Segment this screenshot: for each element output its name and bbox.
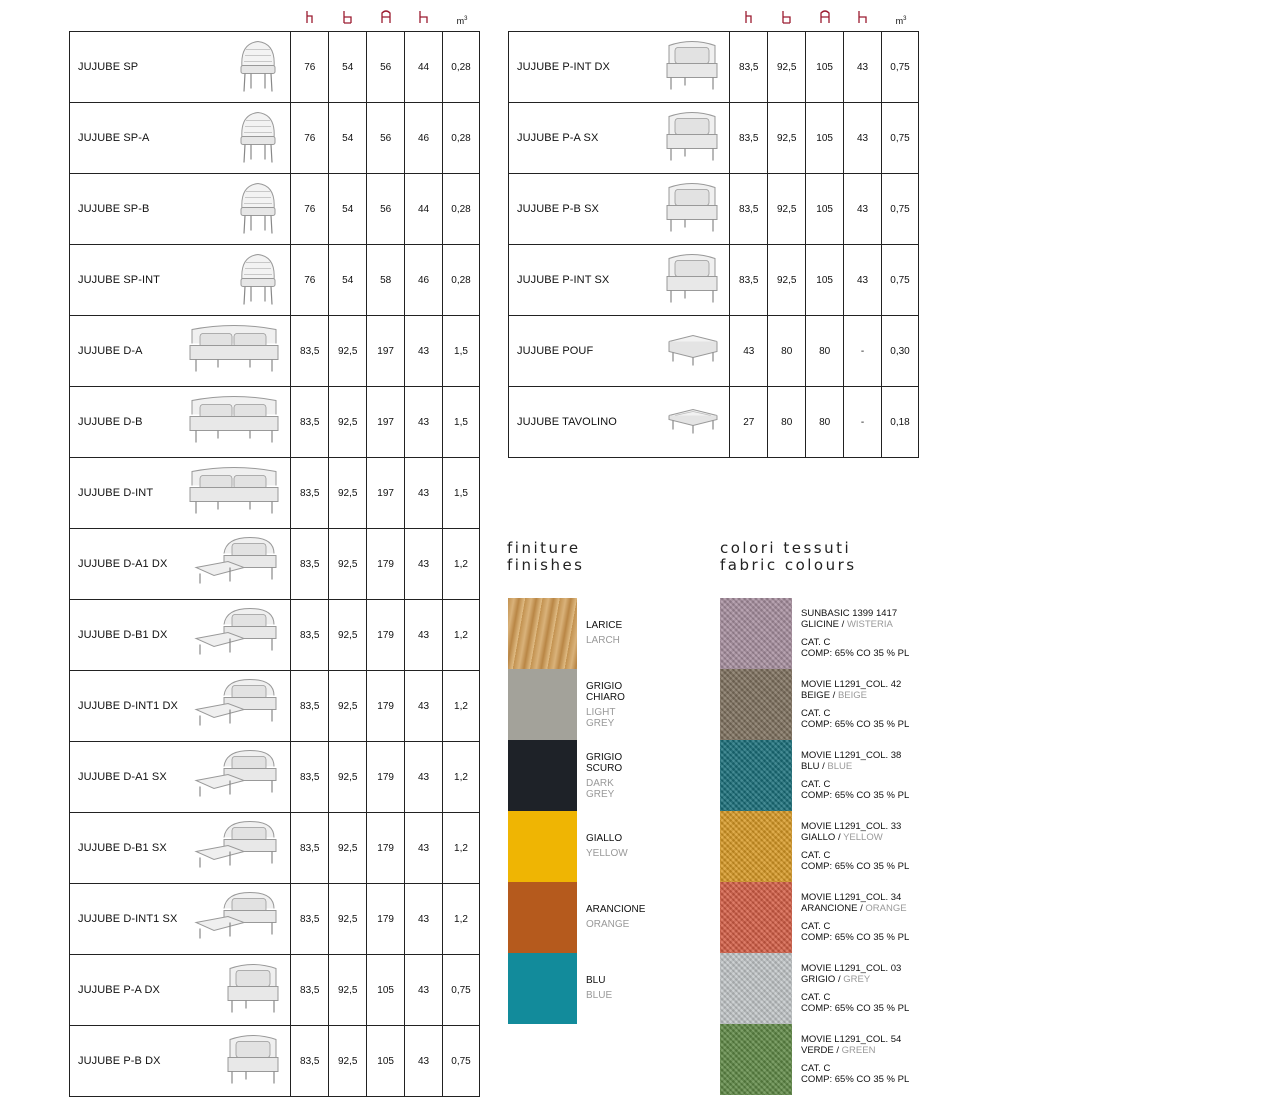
product-image <box>194 747 280 808</box>
width-value: 197 <box>367 387 405 458</box>
table-row <box>70 529 480 600</box>
depth-value: 54 <box>329 103 367 174</box>
product-name: JUJUBE D-A1 DX <box>78 558 168 570</box>
table-row <box>70 174 480 245</box>
finish-swatch <box>508 740 577 811</box>
finish-swatch <box>508 669 577 740</box>
depth-value: 92,5 <box>329 529 367 600</box>
fabric-composition: COMP: 65% CO 35 % PL <box>801 1074 910 1085</box>
volume-value: 0,28 <box>443 174 480 245</box>
volume-value: 1,2 <box>443 742 480 813</box>
height-value: 83,5 <box>291 813 329 884</box>
fabric-color-name: GIALLO / YELLOW <box>801 832 883 843</box>
volume-value: 1,2 <box>443 671 480 742</box>
height-value: 76 <box>291 103 329 174</box>
width-value: 179 <box>367 742 405 813</box>
depth-value: 80 <box>768 316 806 387</box>
product-cell <box>509 387 730 458</box>
volume-value: 1,2 <box>443 813 480 884</box>
product-name: JUJUBE POUF <box>517 345 594 357</box>
product-image <box>667 332 719 371</box>
depth-value: 92,5 <box>329 600 367 671</box>
seat-height-value: 43 <box>405 529 443 600</box>
product-cell <box>70 32 291 103</box>
product-name: JUJUBE P-INT DX <box>517 61 610 73</box>
table-row <box>509 245 919 316</box>
finish-swatch <box>508 598 577 669</box>
width-value: 179 <box>367 671 405 742</box>
height-value: 83,5 <box>291 884 329 955</box>
product-image <box>236 109 280 168</box>
depth-value: 92,5 <box>329 955 367 1026</box>
fabrics-title-it: colori tessuti <box>720 539 852 557</box>
product-name: JUJUBE SP-INT <box>78 274 160 286</box>
product-cell <box>70 174 291 245</box>
fabric-name-en: BLUE <box>827 761 853 772</box>
volume-value: 0,75 <box>443 1026 480 1097</box>
product-image <box>665 251 719 310</box>
table-row <box>70 813 480 884</box>
width-value: 105 <box>367 1026 405 1097</box>
right-table-header <box>730 10 920 30</box>
fabric-category: CAT. C <box>801 1063 831 1074</box>
product-image <box>226 961 280 1020</box>
height-value: 83,5 <box>291 671 329 742</box>
width-value: 179 <box>367 600 405 671</box>
height-icon <box>730 10 768 29</box>
width-value: 179 <box>367 884 405 955</box>
volume-value: 0,28 <box>443 245 480 316</box>
seat-height-value: 44 <box>405 174 443 245</box>
width-value: 105 <box>806 103 844 174</box>
width-value: 105 <box>367 955 405 1026</box>
product-image <box>236 251 280 310</box>
width-value: 197 <box>367 458 405 529</box>
product-name: JUJUBE D-B <box>78 416 143 428</box>
seat-height-value: 43 <box>405 458 443 529</box>
product-name: JUJUBE SP <box>78 61 139 73</box>
seat-height-value: 43 <box>844 32 882 103</box>
table-row <box>509 103 919 174</box>
finish-swatch <box>508 882 577 953</box>
right-spec-table <box>508 31 919 458</box>
product-name: JUJUBE D-INT1 SX <box>78 913 178 925</box>
height-value: 83,5 <box>291 955 329 1026</box>
height-value: 76 <box>291 245 329 316</box>
seat-height-icon <box>844 10 882 29</box>
product-cell <box>70 884 291 955</box>
fabric-color-name: VERDE / GREEN <box>801 1045 876 1056</box>
table-row <box>70 671 480 742</box>
finish-label <box>586 833 666 859</box>
product-cell <box>70 387 291 458</box>
product-cell <box>70 529 291 600</box>
fabric-swatch <box>720 811 792 882</box>
depth-value: 92,5 <box>329 884 367 955</box>
product-name: JUJUBE P-B DX <box>78 1055 161 1067</box>
volume-unit: $m^3$ <box>895 16 907 26</box>
fabric-composition: COMP: 65% CO 35 % PL <box>801 1003 910 1014</box>
seat-height-icon <box>405 10 443 29</box>
fabric-swatch <box>720 740 792 811</box>
depth-icon <box>329 10 367 29</box>
fabric-code: MOVIE L1291_COL. 42 <box>801 679 902 690</box>
product-cell <box>509 245 730 316</box>
finishes-title <box>507 540 585 574</box>
height-value: 83,5 <box>730 174 768 245</box>
finish-label <box>586 681 666 729</box>
product-cell <box>70 671 291 742</box>
width-value: 56 <box>367 174 405 245</box>
fabric-name-it: BLU <box>801 761 820 772</box>
volume-value: 1,2 <box>443 884 480 955</box>
fabric-label <box>801 892 941 943</box>
volume-value: 0,75 <box>882 245 919 316</box>
product-cell <box>509 103 730 174</box>
seat-height-value: 46 <box>405 245 443 316</box>
product-image <box>194 676 280 737</box>
depth-icon <box>768 10 806 29</box>
height-value: 83,5 <box>291 1026 329 1097</box>
product-cell <box>509 32 730 103</box>
fabric-name-it: GLICINE <box>801 619 840 630</box>
volume-unit: $m^3$ <box>456 16 468 26</box>
height-value: 83,5 <box>291 458 329 529</box>
table-row <box>70 742 480 813</box>
fabric-name-it: BEIGE <box>801 690 831 701</box>
table-row <box>70 103 480 174</box>
volume-value: 0,75 <box>882 103 919 174</box>
finish-label <box>586 752 666 800</box>
table-row <box>70 245 480 316</box>
finish-name-en: LIGHT GREY <box>586 707 616 729</box>
seat-height-value: 43 <box>405 1026 443 1097</box>
height-value: 83,5 <box>291 529 329 600</box>
width-value: 56 <box>367 32 405 103</box>
finish-name-en: ORANGE <box>586 919 630 930</box>
seat-height-value: 43 <box>405 316 443 387</box>
volume-value: 0,28 <box>443 32 480 103</box>
depth-value: 92,5 <box>329 316 367 387</box>
product-cell <box>70 458 291 529</box>
seat-height-value: 43 <box>405 671 443 742</box>
table-row <box>70 458 480 529</box>
seat-height-value: 46 <box>405 103 443 174</box>
product-name: JUJUBE D-A1 SX <box>78 771 167 783</box>
product-cell <box>509 174 730 245</box>
fabric-label <box>801 608 941 659</box>
fabric-label <box>801 1034 941 1085</box>
fabric-swatch <box>720 598 792 669</box>
depth-value: 54 <box>329 245 367 316</box>
seat-height-value: 43 <box>405 884 443 955</box>
product-name: JUJUBE P-A SX <box>517 132 599 144</box>
width-value: 80 <box>806 316 844 387</box>
product-image <box>665 38 719 97</box>
depth-value: 92,5 <box>329 742 367 813</box>
product-name: JUJUBE P-B SX <box>517 203 599 215</box>
width-icon <box>806 10 844 29</box>
product-image <box>188 464 280 523</box>
fabric-name-en: BEIGE <box>837 690 868 701</box>
width-value: 105 <box>806 32 844 103</box>
product-name: JUJUBE TAVOLINO <box>517 416 617 428</box>
volume-value: 1,5 <box>443 458 480 529</box>
finishes-title-it: finiture <box>507 539 581 557</box>
depth-value: 92,5 <box>329 671 367 742</box>
product-cell <box>509 316 730 387</box>
height-value: 83,5 <box>291 742 329 813</box>
fabric-swatch <box>720 1024 792 1095</box>
fabric-composition: COMP: 65% CO 35 % PL <box>801 861 910 872</box>
product-image <box>194 534 280 595</box>
fabric-name-en: WISTERIA <box>846 619 893 630</box>
product-cell <box>70 813 291 884</box>
fabric-color-name: BLU / BLUE <box>801 761 853 772</box>
finish-swatch <box>508 811 577 882</box>
product-image <box>188 322 280 381</box>
product-image <box>236 180 280 239</box>
height-value: 27 <box>730 387 768 458</box>
product-name: JUJUBE D-B1 SX <box>78 842 167 854</box>
volume-value: 0,75 <box>443 955 480 1026</box>
product-cell <box>70 955 291 1026</box>
fabric-name-en: YELLOW <box>843 832 883 843</box>
depth-value: 92,5 <box>329 1026 367 1097</box>
fabric-code: MOVIE L1291_COL. 03 <box>801 963 902 974</box>
seat-height-value: 44 <box>405 32 443 103</box>
finish-name-en: YELLOW <box>586 848 628 859</box>
height-value: 43 <box>730 316 768 387</box>
width-icon <box>367 10 405 29</box>
seat-height-value: 43 <box>405 387 443 458</box>
product-image <box>188 393 280 452</box>
seat-height-value: 43 <box>844 245 882 316</box>
product-image <box>194 818 280 879</box>
product-name: JUJUBE SP-A <box>78 132 150 144</box>
volume-value: 1,5 <box>443 387 480 458</box>
seat-height-value: - <box>844 316 882 387</box>
product-name: JUJUBE P-INT SX <box>517 274 610 286</box>
fabric-name-it: VERDE <box>801 1045 834 1056</box>
table-row <box>70 387 480 458</box>
table-row <box>70 955 480 1026</box>
volume-value: 0,30 <box>882 316 919 387</box>
depth-value: 54 <box>329 32 367 103</box>
product-image <box>194 605 280 666</box>
table-row <box>70 600 480 671</box>
fabrics-title-en: fabric colours <box>720 556 857 574</box>
seat-height-value: 43 <box>405 813 443 884</box>
table-row <box>70 884 480 955</box>
volume-value: 1,5 <box>443 316 480 387</box>
finish-label <box>586 975 666 1001</box>
product-name: JUJUBE SP-B <box>78 203 150 215</box>
fabric-category: CAT. C <box>801 708 831 719</box>
fabric-composition: COMP: 65% CO 35 % PL <box>801 648 910 659</box>
product-image <box>226 1032 280 1091</box>
height-icon <box>291 10 329 29</box>
finish-name-it: GIALLO <box>586 833 623 844</box>
height-value: 76 <box>291 32 329 103</box>
product-cell <box>70 316 291 387</box>
fabric-name-it: ARANCIONE <box>801 903 858 914</box>
fabric-name-en: GREY <box>843 974 871 985</box>
fabric-label <box>801 963 941 1014</box>
product-image <box>236 38 280 97</box>
depth-value: 54 <box>329 174 367 245</box>
seat-height-value: - <box>844 387 882 458</box>
product-image <box>194 889 280 950</box>
fabric-category: CAT. C <box>801 779 831 790</box>
width-value: 80 <box>806 387 844 458</box>
fabric-label <box>801 750 941 801</box>
volume-value: 1,2 <box>443 600 480 671</box>
volume-value: 0,28 <box>443 103 480 174</box>
table-row <box>509 387 919 458</box>
width-value: 197 <box>367 316 405 387</box>
fabric-category: CAT. C <box>801 992 831 1003</box>
fabric-color-name: BEIGE / BEIGE <box>801 690 868 701</box>
depth-value: 92,5 <box>329 387 367 458</box>
finish-name-it: BLU <box>586 975 606 986</box>
fabric-label <box>801 821 941 872</box>
table-row <box>509 174 919 245</box>
finish-name-it: LARICE <box>586 620 623 631</box>
finish-name-en: BLUE <box>586 990 613 1001</box>
product-cell <box>70 1026 291 1097</box>
depth-value: 92,5 <box>768 174 806 245</box>
product-name: JUJUBE D-INT1 DX <box>78 700 178 712</box>
depth-value: 80 <box>768 387 806 458</box>
depth-value: 92,5 <box>329 813 367 884</box>
fabric-swatch <box>720 882 792 953</box>
volume-value: 0,18 <box>882 387 919 458</box>
product-image <box>665 180 719 239</box>
depth-value: 92,5 <box>329 458 367 529</box>
fabric-swatch <box>720 953 792 1024</box>
product-name: JUJUBE D-B1 DX <box>78 629 168 641</box>
width-value: 56 <box>367 103 405 174</box>
finish-name-it: ARANCIONE <box>586 904 646 915</box>
table-row <box>70 32 480 103</box>
fabric-swatch <box>720 669 792 740</box>
table-row <box>509 316 919 387</box>
height-value: 83,5 <box>291 600 329 671</box>
height-value: 83,5 <box>730 32 768 103</box>
product-image <box>665 109 719 168</box>
seat-height-value: 43 <box>405 955 443 1026</box>
finish-label <box>586 620 666 646</box>
fabric-name-it: GRIGIO <box>801 974 836 985</box>
depth-value: 92,5 <box>768 245 806 316</box>
seat-height-value: 43 <box>405 742 443 813</box>
width-value: 58 <box>367 245 405 316</box>
width-value: 179 <box>367 529 405 600</box>
height-value: 76 <box>291 174 329 245</box>
height-value: 83,5 <box>291 316 329 387</box>
fabric-category: CAT. C <box>801 850 831 861</box>
product-name: JUJUBE P-A DX <box>78 984 160 996</box>
depth-value: 92,5 <box>768 32 806 103</box>
table-row <box>509 32 919 103</box>
fabric-composition: COMP: 65% CO 35 % PL <box>801 932 910 943</box>
product-cell <box>70 600 291 671</box>
fabric-composition: COMP: 65% CO 35 % PL <box>801 719 910 730</box>
fabric-name-en: GREEN <box>841 1045 876 1056</box>
finish-swatch <box>508 953 577 1024</box>
fabric-color-name: GRIGIO / GREY <box>801 974 871 985</box>
left-spec-table <box>69 31 480 1097</box>
height-value: 83,5 <box>730 245 768 316</box>
seat-height-value: 43 <box>405 600 443 671</box>
product-cell <box>70 245 291 316</box>
volume-value: 1,2 <box>443 529 480 600</box>
depth-value: 92,5 <box>768 103 806 174</box>
fabric-name-en: ORANGE <box>865 903 907 914</box>
finish-name-it: GRIGIO SCURO <box>586 752 623 774</box>
finish-name-it: GRIGIO CHIARO <box>586 681 625 703</box>
fabric-label <box>801 679 941 730</box>
fabric-color-name: GLICINE / WISTERIA <box>801 619 893 630</box>
volume-value: 0,75 <box>882 32 919 103</box>
product-image <box>667 406 719 439</box>
height-value: 83,5 <box>730 103 768 174</box>
finishes-title-en: finishes <box>507 556 585 574</box>
width-value: 179 <box>367 813 405 884</box>
seat-height-value: 43 <box>844 103 882 174</box>
fabrics-title <box>720 540 857 574</box>
product-name: JUJUBE D-INT <box>78 487 154 499</box>
fabric-color-name: ARANCIONE / ORANGE <box>801 903 907 914</box>
fabric-composition: COMP: 65% CO 35 % PL <box>801 790 910 801</box>
volume-value: 0,75 <box>882 174 919 245</box>
height-value: 83,5 <box>291 387 329 458</box>
left-table-header <box>291 10 481 30</box>
product-name: JUJUBE D-A <box>78 345 143 357</box>
finish-name-en: LARCH <box>586 635 620 646</box>
finish-name-en: DARK GREY <box>586 778 615 800</box>
fabric-name-it: GIALLO <box>801 832 836 843</box>
fabric-category: CAT. C <box>801 637 831 648</box>
product-cell <box>70 742 291 813</box>
fabric-code: MOVIE L1291_COL. 38 <box>801 750 902 761</box>
product-cell <box>70 103 291 174</box>
fabric-code: MOVIE L1291_COL. 33 <box>801 821 902 832</box>
fabric-category: CAT. C <box>801 921 831 932</box>
width-value: 105 <box>806 245 844 316</box>
fabric-code: MOVIE L1291_COL. 34 <box>801 892 902 903</box>
table-row <box>70 316 480 387</box>
fabric-code: SUNBASIC 1399 1417 <box>801 608 898 619</box>
seat-height-value: 43 <box>844 174 882 245</box>
width-value: 105 <box>806 174 844 245</box>
finish-label <box>586 904 666 930</box>
fabric-code: MOVIE L1291_COL. 54 <box>801 1034 902 1045</box>
table-row <box>70 1026 480 1097</box>
